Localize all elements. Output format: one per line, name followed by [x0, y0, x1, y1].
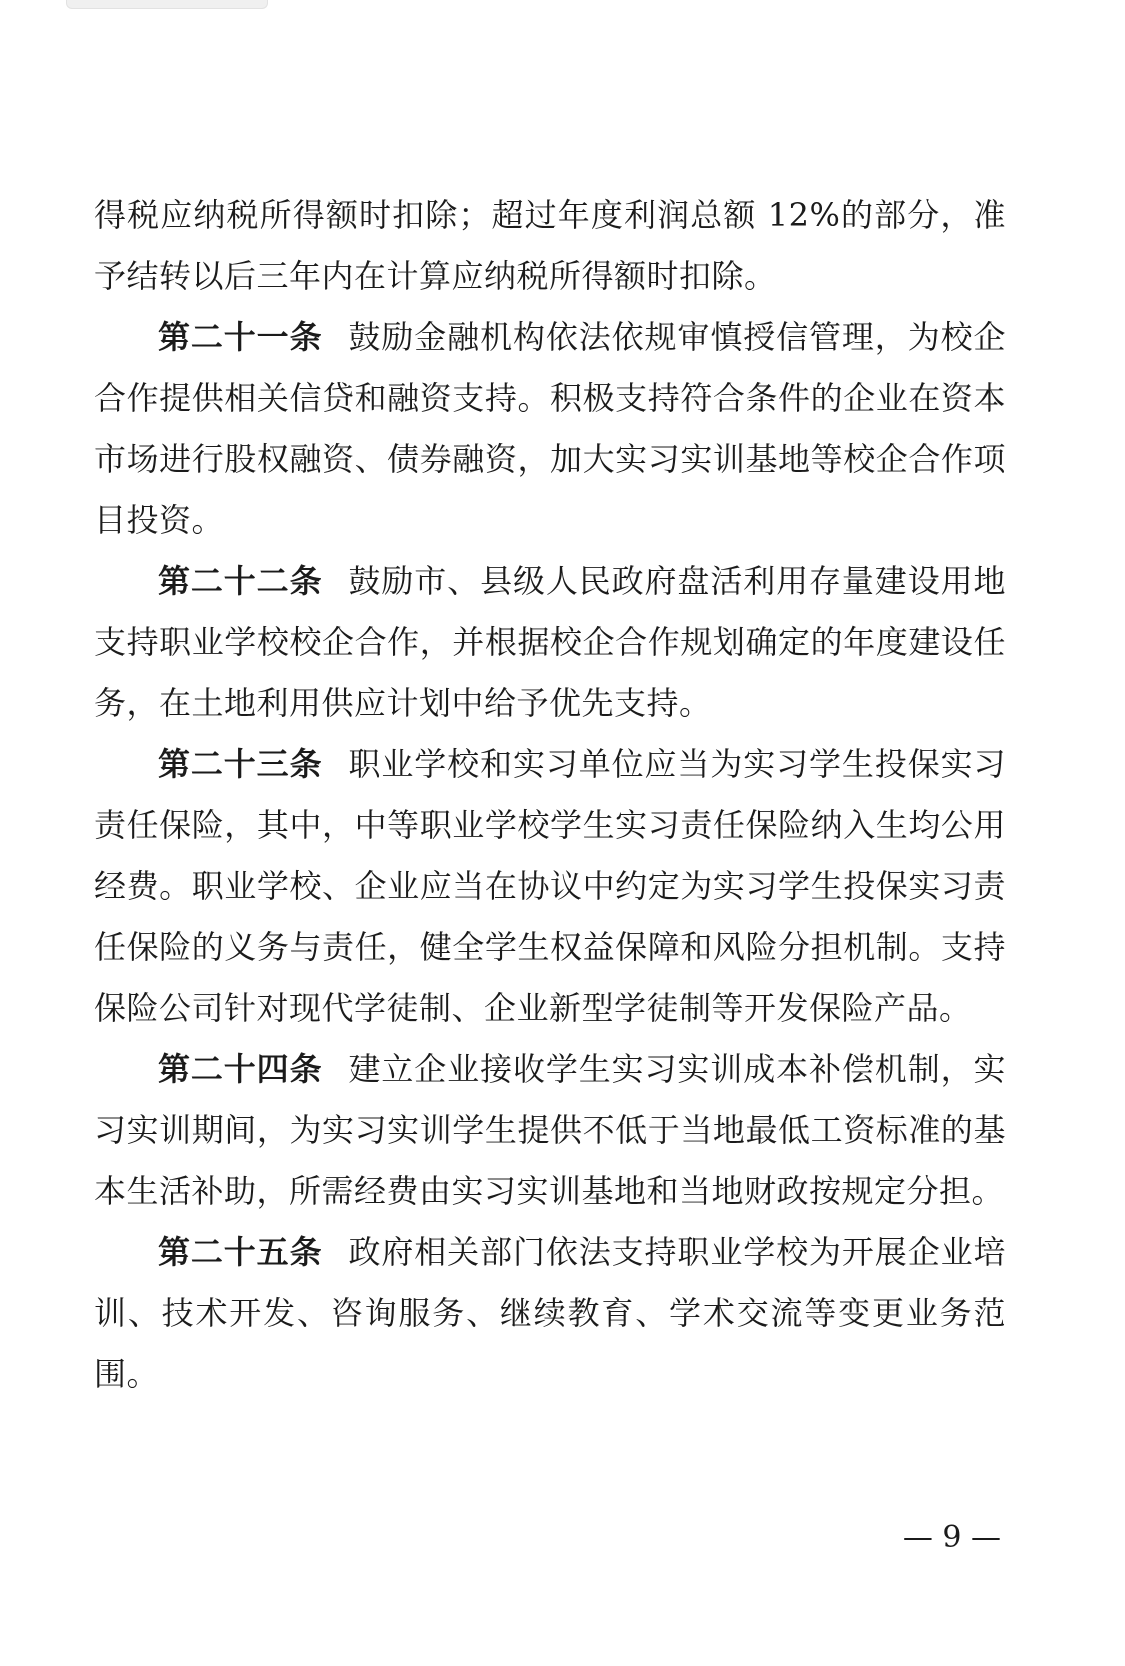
article-title: 第二十三条	[158, 745, 323, 783]
article-text: 职业学校和实习单位应当为实习学生投保实习责任保险，其中，中等职业学校学生实习责任保险纳入生均公用经费。职业学校、企业应当在协议中约定为实习学生投保实习责任保险的义务与责任，健全学生权益保障和风险分担机制。支持保险公司针对现代学徒制、企业新型学徒制等开发保险产品。	[94, 745, 1006, 1027]
article-text: 建立企业接收学生实习实训成本补偿机制，实习实训期间，为实习实训学生提供不低于当地最低工资标准的基本生活补助，所需经费由实习实训基地和当地财政按规定分担。	[94, 1050, 1006, 1210]
article-23	[94, 734, 1006, 1039]
article-text: 政府相关部门依法支持职业学校为开展企业培训、技术开发、咨询服务、继续教育、学术交流等变更业务范围。	[94, 1233, 1006, 1393]
article-24	[94, 1039, 1006, 1222]
document-body	[94, 185, 1006, 1405]
article-21	[94, 307, 1006, 551]
article-title: 第二十一条	[158, 318, 323, 356]
article-text: 鼓励金融机构依法依规审慎授信管理，为校企合作提供相关信贷和融资支持。积极支持符合条件的企业在资本市场进行股权融资、债券融资，加大实习实训基地等校企合作项目投资。	[94, 318, 1006, 539]
continuation-paragraph: 得税应纳税所得额时扣除；超过年度利润总额 12%的部分，准予结转以后三年内在计算应纳税所得额时扣除。	[94, 196, 1006, 295]
top-tab-edge	[66, 0, 268, 9]
article-25	[94, 1222, 1006, 1405]
article-title: 第二十二条	[158, 562, 323, 600]
page-number: — 9 —	[902, 1520, 1001, 1555]
article-22	[94, 551, 1006, 734]
article-title: 第二十五条	[158, 1233, 323, 1271]
article-text: 鼓励市、县级人民政府盘活利用存量建设用地支持职业学校校企合作，并根据校企合作规划确定的年度建设任务，在土地利用供应计划中给予优先支持。	[94, 562, 1006, 722]
article-title: 第二十四条	[158, 1050, 323, 1088]
